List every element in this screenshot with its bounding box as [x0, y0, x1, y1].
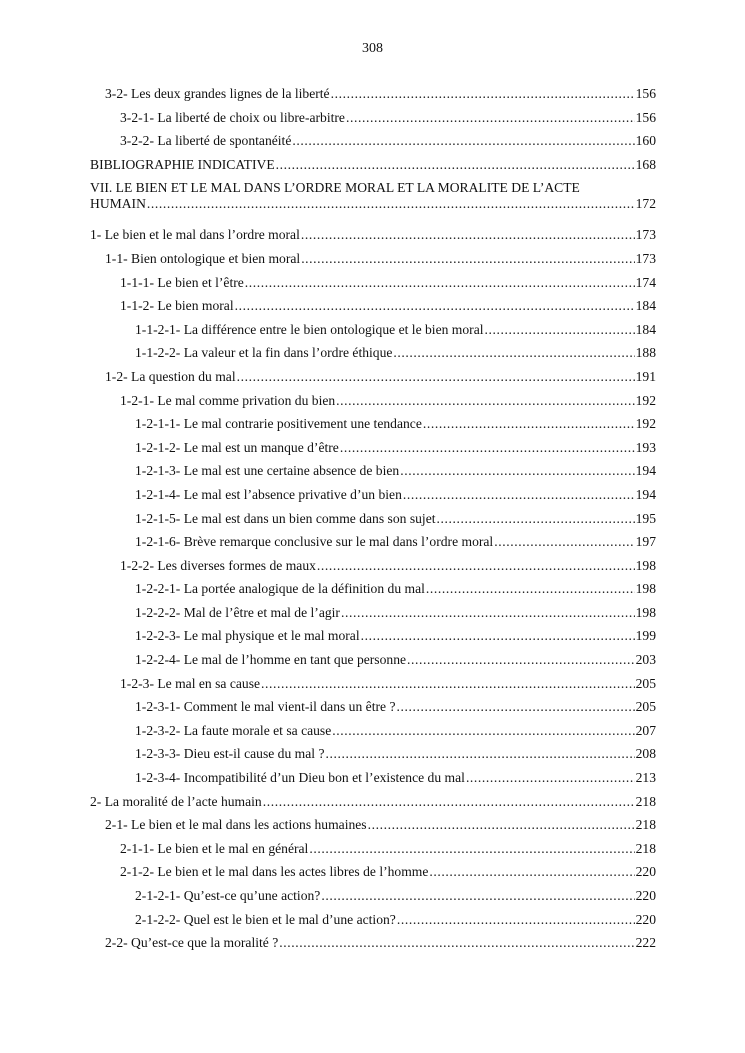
toc-entry-page: 172 — [635, 196, 656, 212]
toc-entry[interactable] — [90, 86, 656, 110]
toc-entry-title: 1-2-1-6- Brève remarque conclusive sur le mal dans l’ordre moral — [135, 534, 494, 550]
toc-entry-title: 1-2-1-4- Le mal est l’absence privative d’un bien — [135, 486, 402, 502]
toc-entry[interactable] — [90, 251, 656, 275]
table-of-contents — [90, 86, 656, 959]
toc-leader-dots — [407, 652, 635, 668]
toc-entry-page: 198 — [635, 557, 656, 573]
toc-entry-title: 1-2-2-1- La portée analogique de la définition du mal — [135, 581, 425, 597]
toc-entry[interactable] — [90, 817, 656, 841]
toc-leader-dots — [237, 369, 635, 385]
toc-entry-page: 197 — [635, 534, 656, 550]
toc-entry-page: 198 — [635, 604, 656, 620]
toc-entry-page: 192 — [635, 416, 656, 432]
toc-entry[interactable] — [90, 746, 656, 770]
toc-entry[interactable] — [90, 416, 656, 440]
toc-leader-dots — [326, 746, 635, 762]
toc-leader-dots — [403, 487, 635, 503]
toc-chapter-entry[interactable] — [90, 180, 656, 227]
toc-entry-title: 1- Le bien et le mal dans l’ordre moral — [90, 227, 300, 243]
toc-leader-dots — [147, 196, 635, 212]
toc-entry-page: 207 — [635, 722, 656, 738]
toc-leader-dots — [309, 841, 634, 857]
toc-entry-title: 1-1- Bien ontologique et bien moral — [105, 250, 301, 266]
toc-entry-page: 184 — [635, 298, 656, 314]
toc-leader-dots — [437, 511, 635, 527]
toc-leader-dots — [261, 676, 635, 692]
toc-entry-page: 208 — [635, 746, 656, 762]
toc-entry-page: 220 — [635, 864, 656, 880]
toc-leader-dots — [332, 723, 634, 739]
toc-leader-dots — [279, 935, 634, 951]
toc-entry[interactable] — [90, 581, 656, 605]
toc-entry-title: 1-2-1-3- Le mal est une certaine absence de bien — [135, 463, 400, 479]
toc-entry-title: 1-2- La question du mal — [105, 368, 236, 384]
toc-entry-title: 1-2-2-2- Mal de l’être et mal de l’agir — [135, 604, 340, 620]
toc-entry[interactable] — [90, 770, 656, 794]
toc-entry[interactable] — [90, 275, 656, 299]
toc-entry-page: 156 — [635, 86, 656, 101]
toc-leader-dots — [321, 888, 634, 904]
toc-entry[interactable] — [90, 110, 656, 134]
toc-entry[interactable] — [90, 794, 656, 818]
toc-entry[interactable] — [90, 864, 656, 888]
toc-entry-title: 2-2- Qu’est-ce que la moralité ? — [105, 935, 279, 951]
toc-entry[interactable] — [90, 534, 656, 558]
toc-entry-page: 160 — [635, 133, 656, 149]
toc-entry-title: 1-1-2-2- La valeur et la fin dans l’ordre éthique — [135, 345, 393, 361]
toc-entry-page: 218 — [635, 840, 656, 856]
toc-entry-page: 199 — [635, 628, 656, 644]
toc-entry-page: 191 — [635, 368, 656, 384]
toc-leader-dots — [263, 794, 635, 810]
toc-entry[interactable] — [90, 345, 656, 369]
toc-leader-dots — [429, 864, 634, 880]
toc-entry-title: 1-2-3-2- La faute morale et sa cause — [135, 722, 332, 738]
toc-entry-page: 173 — [635, 250, 656, 266]
toc-entry[interactable] — [90, 463, 656, 487]
toc-entry-page: 168 — [635, 156, 656, 172]
toc-entry-title: 2-1-2-1- Qu’est-ce qu’une action? — [135, 888, 321, 903]
toc-entry-title: 3-2-2- La liberté de spontanéité — [120, 133, 292, 149]
toc-entry-title: 1-2-3-3- Dieu est-il cause du mal ? — [135, 746, 325, 762]
toc-entry[interactable] — [90, 912, 656, 936]
toc-entry-page: 188 — [635, 345, 656, 361]
toc-entry-title: 2- La moralité de l’acte humain — [90, 793, 262, 809]
toc-entry-title: 1-1-2- Le bien moral — [120, 298, 234, 314]
toc-entry[interactable] — [90, 652, 656, 676]
toc-entry[interactable] — [90, 440, 656, 464]
toc-entry[interactable] — [90, 511, 656, 535]
toc-entry-title: 1-2-3-1- Comment le mal vient-il dans un être ? — [135, 699, 396, 715]
toc-entry[interactable] — [90, 676, 656, 700]
toc-entry[interactable] — [90, 227, 656, 251]
toc-leader-dots — [423, 416, 635, 432]
toc-entry-title: 1-2-2-4- Le mal de l’homme en tant que personne — [135, 652, 407, 668]
toc-entry[interactable] — [90, 322, 656, 346]
toc-entry-page: 184 — [635, 321, 656, 337]
toc-leader-dots — [485, 322, 635, 338]
toc-entry-page: 198 — [635, 581, 656, 597]
toc-leader-dots — [426, 581, 635, 597]
toc-entry[interactable] — [90, 628, 656, 652]
toc-leader-dots — [301, 227, 635, 243]
toc-leader-dots — [361, 628, 635, 644]
toc-entry-title: 1-1-1- Le bien et l’être — [120, 274, 244, 290]
toc-entry-page: 222 — [635, 935, 656, 951]
toc-leader-dots — [393, 345, 634, 361]
toc-entry-page: 205 — [635, 699, 656, 715]
toc-entry-page: 173 — [635, 227, 656, 243]
toc-entry-page: 195 — [635, 510, 656, 526]
toc-entry[interactable] — [90, 723, 656, 747]
toc-entry-page: 156 — [635, 109, 656, 125]
toc-leader-dots — [400, 463, 634, 479]
toc-entry-page: 194 — [635, 486, 656, 502]
toc-entry-title: 1-2-1- Le mal comme privation du bien — [120, 392, 336, 408]
toc-entry-page: 220 — [635, 888, 656, 903]
toc-entry-title: BIBLIOGRAPHIE INDICATIVE — [90, 156, 275, 172]
toc-leader-dots — [340, 440, 635, 456]
toc-entry-title: 1-2-2- Les diverses formes de maux — [120, 557, 316, 573]
toc-entry[interactable] — [90, 841, 656, 865]
toc-leader-dots — [368, 817, 635, 833]
toc-entry[interactable] — [90, 935, 656, 959]
toc-entry[interactable] — [90, 605, 656, 629]
toc-leader-dots — [245, 275, 635, 291]
toc-leader-dots — [494, 534, 634, 550]
toc-chapter-title-line1: VII. LE BIEN ET LE MAL DANS L’ORDRE MORAL ET LA MORALITE DE L’ACTE — [90, 180, 580, 196]
toc-entry[interactable] — [90, 487, 656, 511]
toc-entry-title: 1-2-1-5- Le mal est dans un bien comme dans son sujet — [135, 510, 436, 526]
toc-entry-title: 2-1-2-2- Quel est le bien et le mal d’une action? — [135, 911, 396, 927]
toc-entry-title: 3-2- Les deux grandes lignes de la liberté — [105, 86, 330, 101]
toc-leader-dots — [397, 912, 635, 928]
toc-entry-page: 218 — [635, 793, 656, 809]
toc-entry[interactable] — [90, 699, 656, 723]
toc-entry-page: 194 — [635, 463, 656, 479]
toc-entry-title: 3-2-1- La liberté de choix ou libre-arbitre — [120, 109, 345, 125]
toc-leader-dots — [341, 605, 635, 621]
toc-entry-page: 220 — [635, 911, 656, 927]
toc-entry-page: 203 — [635, 652, 656, 668]
toc-entry-title: 1-2-3-4- Incompatibilité d’un Dieu bon et l’existence du mal — [135, 770, 465, 786]
toc-entry[interactable] — [90, 369, 656, 393]
toc-entry-title: 1-2-1-1- Le mal contrarie positivement une tendance — [135, 416, 422, 432]
toc-entry-title: 2-1-1- Le bien et le mal en général — [120, 840, 309, 856]
toc-chapter-title-line2: HUMAIN — [90, 196, 146, 212]
toc-entry-page: 192 — [635, 392, 656, 408]
toc-leader-dots — [396, 699, 634, 715]
toc-leader-dots — [292, 133, 634, 149]
toc-entry-title: 1-2-2-3- Le mal physique et le mal moral — [135, 628, 360, 644]
toc-leader-dots — [346, 110, 635, 126]
toc-entry-title: 1-1-2-1- La différence entre le bien ontologique et le bien moral — [135, 321, 484, 337]
toc-leader-dots — [276, 157, 635, 173]
toc-entry[interactable] — [90, 157, 656, 181]
toc-entry[interactable] — [90, 558, 656, 582]
toc-entry[interactable] — [90, 298, 656, 322]
toc-entry-page: 193 — [635, 439, 656, 455]
toc-entry-page: 213 — [635, 770, 656, 786]
toc-leader-dots — [317, 558, 635, 574]
toc-entry-title: 2-1-2- Le bien et le mal dans les actes libres de l’homme — [120, 864, 429, 880]
toc-leader-dots — [235, 298, 635, 314]
toc-entry-title: 1-2-3- Le mal en sa cause — [120, 675, 261, 691]
toc-entry[interactable] — [90, 393, 656, 417]
toc-entry-title: 1-2-1-2- Le mal est un manque d’être — [135, 439, 339, 455]
toc-entry[interactable] — [90, 133, 656, 157]
toc-entry[interactable] — [90, 888, 656, 912]
toc-leader-dots — [336, 393, 634, 409]
toc-entry-page: 218 — [635, 817, 656, 833]
toc-leader-dots — [466, 770, 635, 786]
toc-entry-page: 205 — [635, 675, 656, 691]
toc-entry-title: 2-1- Le bien et le mal dans les actions humaines — [105, 817, 367, 833]
toc-entry-page: 174 — [635, 274, 656, 290]
toc-leader-dots — [301, 251, 634, 267]
page-number: 308 — [362, 41, 383, 56]
toc-leader-dots — [331, 86, 635, 102]
